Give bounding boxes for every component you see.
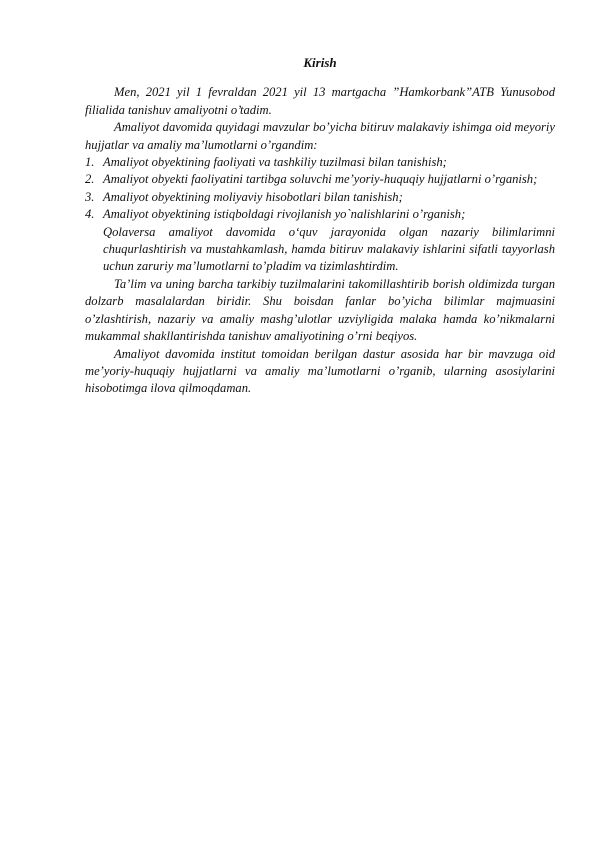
document-page (85, 54, 555, 398)
list-item-number: 3. (85, 189, 95, 204)
list-item-number: 4. (85, 207, 95, 222)
list-item-text: Amaliyot obyektining moliyaviy hisobotlari bilan tanishish; (103, 189, 403, 204)
list-item-text: Amaliyot obyektining faoliyati va tashkiliy tuzilmasi bilan tanishish; (103, 155, 447, 170)
list-item (85, 171, 555, 188)
education-paragraph: Ta’lim va uning barcha tarkibiy tuzilmalarini takomillashtirib borish oldimizda turgan dolzarb masalalardan biridir. Shu boisdan fanlar bo’yicha bilimlar majmuasini o’zlashtirish, nazariy va amaliy mashg’ulotlar uzviyligida malaka hamda ko’nikmalarni mukammal shakllantirishda tanishuv amaliyotining o’rni beqiyos. (85, 276, 555, 344)
list-item (85, 206, 555, 223)
list-item (85, 154, 555, 171)
list-item-text: Amaliyot obyektining istiqboldagi rivojlanish yo`nalishlarini o’rganish; (103, 207, 466, 222)
list-item-number: 1. (85, 155, 95, 170)
list-item-text: Amaliyot obyekti faoliyatini tartibga soluvchi me’yoriy-huquqiy hujjatlarni o’rganish; (103, 172, 538, 187)
topics-intro-paragraph: Amaliyot davomida quyidagi mavzular bo’yicha bitiruv malakaviy ishimga oid meyoriy hujjatlar va amaliy ma’lumotlarni o’rgandim: (85, 120, 555, 152)
page-title: Kirish (303, 55, 337, 70)
intro-paragraph: Men, 2021 yil 1 fevraldan 2021 yil 13 martgacha ”Hamkorbank”ATB Yunusobod filialida tanishuv amaliyotni o’tadim. (85, 85, 555, 117)
list-item (85, 189, 555, 206)
list-note-paragraph: Qolaversa amaliyot davomida o‘quv jarayonida olgan nazariy bilimlarimni chuqurlashtirish va mustahkamlash, hamda bitiruv malakaviy ishlarini sifatli tayyorlash uchun zaruriy ma’lumotlarni to’pladim va tizimlashtirdim. (103, 224, 555, 274)
closing-paragraph: Amaliyot davomida institut tomoidan berilgan dastur asosida har bir mavzuga oid me’yoriy-huquqiy hujjatlarni va amaliy ma’lumotlarni o’rganib, ularning asosiylarini hisobotimga ilova qilmoqdaman. (85, 346, 555, 396)
list-item-number: 2. (85, 172, 95, 187)
topics-list (85, 154, 555, 224)
